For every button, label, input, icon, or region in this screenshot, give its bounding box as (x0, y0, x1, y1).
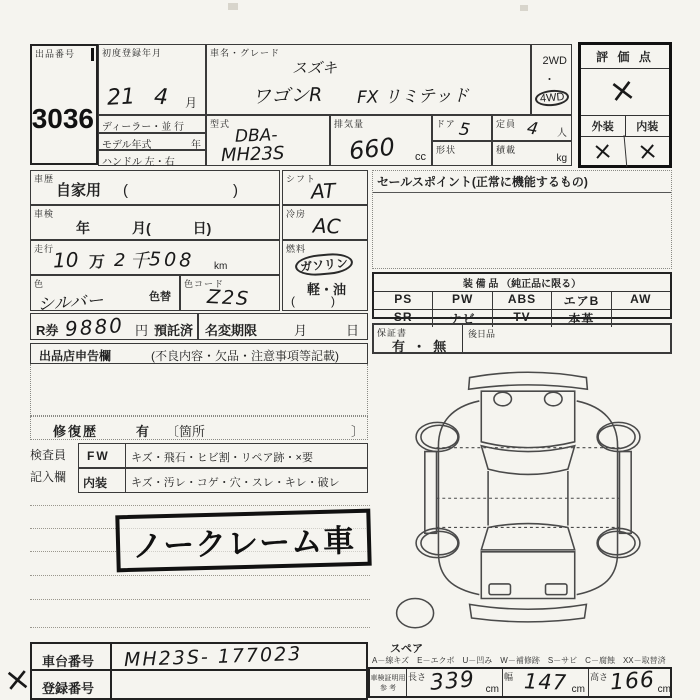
warranty-value: 有 ・ 無 (392, 339, 449, 354)
load-cell (492, 141, 572, 166)
capacity-unit: 人 (557, 128, 567, 139)
score-box (578, 42, 672, 168)
equipment-item: 本革 (551, 310, 610, 327)
drive-4wd-circled: 4WD (534, 89, 570, 108)
no-claim-stamp (115, 509, 371, 573)
car-model-name: ワゴンR (251, 83, 323, 109)
registration-label: 登録番号 (42, 681, 95, 696)
no-claim-stamp-text: ノークレーム車 (131, 523, 356, 565)
inspection-label: 車検 (34, 209, 55, 219)
shape-label: 形状 (436, 145, 457, 155)
shift-cell (282, 170, 368, 205)
mileage-man: 10 (52, 247, 79, 273)
name-change-label: 名変期限 (205, 323, 258, 338)
length-value: 339 (428, 667, 477, 696)
equipment-item: エアB (551, 292, 610, 309)
first-registration-year: 21 (106, 84, 136, 111)
warranty-label: 保証書 (377, 328, 408, 338)
auction-number-cell (30, 44, 98, 165)
mileage-sen: 2 (114, 250, 126, 271)
divider (125, 469, 126, 492)
mileage-sen-unit: 千 (130, 250, 150, 272)
ruled-line (30, 505, 370, 506)
chassis-value: MH23S- 177023 (123, 642, 303, 672)
recycle-ticket-cell (30, 313, 198, 340)
repair-bracket-close: 〕 (350, 424, 364, 439)
scan-artifact (228, 3, 238, 10)
fuel-paren: ( ) (291, 294, 335, 308)
interior-label: 内装 (636, 121, 659, 133)
length-label: 長さ (408, 672, 427, 682)
rticket-amount: 9880 (64, 312, 125, 342)
rticket-status: 預託済 (153, 323, 193, 338)
equipment-item: TV (492, 310, 551, 327)
interior-score: × (635, 136, 659, 166)
score-value-area (581, 69, 669, 116)
door-cell (432, 115, 492, 141)
fw-label: FW (87, 449, 110, 463)
model-year-unit: 年 (191, 140, 201, 151)
load-label: 積載 (496, 145, 517, 155)
scan-tick (91, 48, 94, 61)
cert-label-line2: 参 考 (380, 685, 396, 692)
declaration-header (30, 343, 368, 364)
inspector-label-line1: 検査員 (30, 448, 67, 462)
score-sub-headers (581, 116, 669, 137)
history-value: 自家用 (56, 182, 102, 199)
first-registration-label: 初度登録年月 (102, 48, 163, 58)
later-item-label: 後日品 (468, 329, 496, 339)
month-unit: 月 (184, 96, 197, 110)
registration-row (30, 671, 368, 700)
door-value: 5 (457, 119, 472, 141)
displacement-value: 660 (347, 132, 397, 166)
score-sub-values (581, 137, 669, 169)
exterior-label: 外装 (581, 116, 626, 136)
divider (110, 671, 112, 698)
equipment-item: ナビ (432, 310, 491, 327)
width-value: 147 (523, 669, 568, 695)
model-code-prefix: DBA- (234, 125, 278, 147)
auction-number-label: 出品番号 (35, 49, 76, 59)
rticket-label: R券 (36, 323, 59, 338)
color-value: シルバー (36, 290, 105, 316)
interior-row-label: 内装 (83, 476, 108, 490)
measurements-row (368, 667, 672, 698)
mileage-number: 508 (148, 248, 195, 272)
handle-row: ハンドル 左・右 (98, 150, 206, 166)
capacity-value: 4 (525, 118, 540, 140)
ac-label: 冷房 (286, 209, 307, 219)
car-diagram (382, 362, 674, 654)
first-registration-cell (98, 44, 206, 115)
cert-label (370, 669, 407, 696)
mileage-cell (30, 240, 280, 275)
ruled-line (30, 575, 370, 576)
shift-value: AT (310, 178, 337, 204)
declaration-label: 出品店申告欄 (39, 349, 112, 363)
ac-cell (282, 205, 368, 240)
name-change-day: 日 (345, 323, 359, 338)
declaration-note: (不良内容・欠品・注意事項等記載) (151, 349, 339, 363)
fuel-cell (282, 240, 368, 311)
repair-history-row (30, 416, 368, 440)
ruled-line (30, 627, 370, 628)
drive-type-cell (531, 44, 572, 115)
length-unit: cm (485, 684, 499, 695)
divider (125, 444, 126, 467)
model-code-value: MH23S (220, 142, 285, 167)
equipment-item: SR (393, 310, 413, 324)
car-grade: FX リミテッド (356, 86, 470, 108)
equipment-item: PW (432, 292, 491, 309)
history-label: 車歴 (34, 174, 55, 184)
equipment-item: PS (394, 292, 413, 306)
capacity-cell (492, 115, 572, 141)
model-year-row (98, 133, 206, 150)
car-diagram-svg (382, 362, 674, 654)
name-change-cell (198, 313, 368, 340)
shift-label: シフト (286, 174, 317, 184)
inspection-cell (30, 205, 280, 240)
inspector-label (30, 445, 78, 493)
color-label: 色 (34, 279, 45, 289)
equipment-row1 (374, 292, 670, 310)
spare-label: スペア (390, 643, 423, 655)
color-code-label: 色コード (184, 279, 225, 289)
history-paren: ( ) (123, 182, 238, 199)
ac-value: AC (312, 213, 342, 239)
fuel-label: 燃料 (286, 244, 307, 254)
chassis-row (30, 642, 368, 671)
length-cell (406, 669, 503, 696)
color-code-value: Z2S (206, 285, 251, 311)
fuel-diesel: 軽・油 (307, 282, 347, 297)
drive-dot: ・ (544, 74, 555, 86)
score-title: 評 価 点 (581, 45, 669, 69)
divider (462, 325, 463, 352)
height-unit: cm (657, 684, 671, 695)
fw-items: キズ・飛石・ヒビ割・リペア跡・×要 (131, 452, 313, 464)
displacement-label: 排気量 (334, 119, 365, 129)
displacement-cell (330, 115, 432, 166)
inspector-interior-row (78, 468, 368, 493)
shape-cell (432, 141, 492, 166)
model-year-label: モデル年式 (102, 140, 152, 151)
repair-bracket: 〔箇所 (166, 424, 206, 439)
model-code-label: 型式 (210, 119, 231, 129)
width-cell (502, 669, 589, 696)
name-change-month: 月 (294, 323, 308, 338)
width-label: 幅 (504, 672, 514, 682)
score-value: × (606, 69, 639, 111)
sales-point-box (372, 170, 672, 269)
color-change-label: 色替 (149, 291, 171, 303)
drive-2wd: 2WD (542, 55, 567, 67)
sales-point-label: セールスポイント(正常に機能するもの) (373, 171, 671, 193)
repair-value: 有 (136, 424, 150, 439)
car-name-label: 車名・グレード (210, 48, 281, 58)
color-code-cell (180, 275, 280, 311)
model-code-cell (206, 115, 330, 166)
capacity-label: 定員 (496, 119, 517, 129)
mileage-label: 走行 (34, 244, 55, 254)
mileage-unit: km (214, 261, 228, 272)
inspector-fw-row (78, 443, 368, 468)
height-label: 高さ (590, 672, 609, 682)
height-cell (588, 669, 674, 696)
car-maker: スズキ (292, 59, 338, 77)
color-cell (30, 275, 180, 316)
corner-check-mark: × (2, 658, 33, 700)
cert-label-line1: 車検証明用 (370, 675, 406, 682)
door-label: ドア (436, 119, 456, 129)
width-unit: cm (571, 684, 585, 695)
repair-label: 修復歴 (53, 424, 99, 439)
equipment-item: AW (611, 292, 670, 309)
exterior-score: × (580, 135, 627, 171)
history-cell (30, 170, 280, 205)
damage-legend: A－線キズ E－エクボ U－凹み W－補修跡 S－サビ C－腐蝕 XX－取替済 (372, 656, 666, 665)
equipment-table (372, 272, 672, 326)
mileage-man-unit: 万 (89, 254, 106, 271)
auction-number-value: 3036 (31, 103, 94, 134)
scan-artifact (520, 5, 528, 11)
chassis-label: 車台番号 (42, 654, 95, 669)
divider (110, 644, 112, 669)
declaration-body (30, 364, 368, 416)
warranty-row (372, 323, 672, 354)
inspector-label-line2: 記入欄 (30, 469, 67, 484)
inspection-fields: 年 月( 日) (76, 220, 212, 236)
fuel-gasoline-circled: ガソリン (294, 252, 354, 278)
equipment-title: 装 備 品 （純正品に限る） (374, 274, 670, 292)
first-registration-month: 4 (153, 84, 169, 111)
load-unit: kg (556, 153, 567, 164)
rticket-yen: 円 (135, 323, 149, 338)
height-value: 166 (609, 667, 656, 696)
interior-items: キズ・汚レ・コゲ・穴・スレ・キレ・破レ (131, 477, 340, 489)
equipment-item: ABS (492, 292, 551, 309)
dealer-row: ディーラー・並 行 (98, 115, 206, 133)
displacement-unit: cc (415, 151, 426, 163)
car-name-cell (206, 44, 531, 115)
ruled-line (30, 599, 370, 600)
